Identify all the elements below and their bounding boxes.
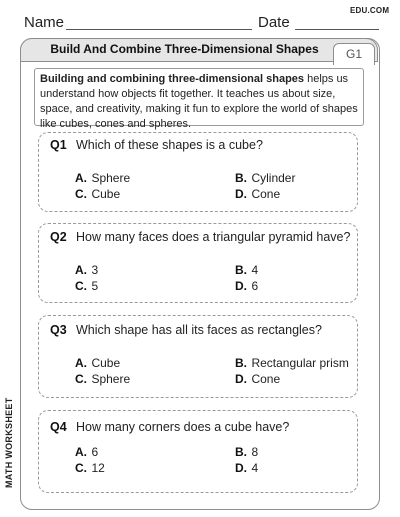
intro-text: helps us understand how objects fit together. It teaches us about size, space, and creativity, making it fun to explore the world of shapes like cubes, cones and spheres. xyxy=(40,73,358,130)
question-number: Q2 xyxy=(50,230,67,244)
date-line[interactable] xyxy=(295,29,379,30)
question-card-1 xyxy=(38,132,358,212)
intro-box xyxy=(34,68,364,130)
option-c[interactable]: C. 5 xyxy=(75,279,99,293)
option-b[interactable]: B. Cylinder xyxy=(235,171,296,185)
option-d[interactable]: D. Cone xyxy=(235,187,281,201)
grade-badge: G1 xyxy=(333,43,375,65)
question-card-3 xyxy=(38,315,358,398)
question-number: Q3 xyxy=(50,323,67,337)
question-text: Which of these shapes is a cube? xyxy=(76,138,263,152)
option-b[interactable]: B. 4 xyxy=(235,263,259,277)
option-a[interactable]: A. Cube xyxy=(75,356,121,370)
intro-bold-text: Building and combining three-dimensional shapes xyxy=(40,73,305,85)
option-d[interactable]: D. Cone xyxy=(235,372,281,386)
name-line[interactable] xyxy=(66,29,252,30)
option-d[interactable]: D. 6 xyxy=(235,279,259,293)
option-c[interactable]: C. Cube xyxy=(75,187,121,201)
worksheet-title: Build And Combine Three-Dimensional Shapes xyxy=(50,42,319,56)
option-a[interactable]: A. 3 xyxy=(75,263,99,277)
option-b[interactable]: B. 8 xyxy=(235,445,259,459)
question-text: How many corners does a cube have? xyxy=(76,420,290,434)
question-text: How many faces does a triangular pyramid have? xyxy=(76,230,351,244)
question-text: Which shape has all its faces as rectangles? xyxy=(76,323,322,337)
question-card-2 xyxy=(38,223,358,303)
option-c[interactable]: C. 12 xyxy=(75,461,105,475)
option-b[interactable]: B. Rectangular prism xyxy=(235,356,349,370)
brand-logo: EDU.COM xyxy=(350,6,390,15)
side-label: MATH WORKSHEET xyxy=(4,397,14,488)
question-number: Q1 xyxy=(50,138,67,152)
date-label: Date xyxy=(258,14,290,31)
option-c[interactable]: C. Sphere xyxy=(75,372,131,386)
name-label: Name xyxy=(24,14,65,31)
option-a[interactable]: A. Sphere xyxy=(75,171,131,185)
question-number: Q4 xyxy=(50,420,67,434)
option-d[interactable]: D. 4 xyxy=(235,461,259,475)
question-card-4 xyxy=(38,410,358,493)
option-a[interactable]: A. 6 xyxy=(75,445,99,459)
